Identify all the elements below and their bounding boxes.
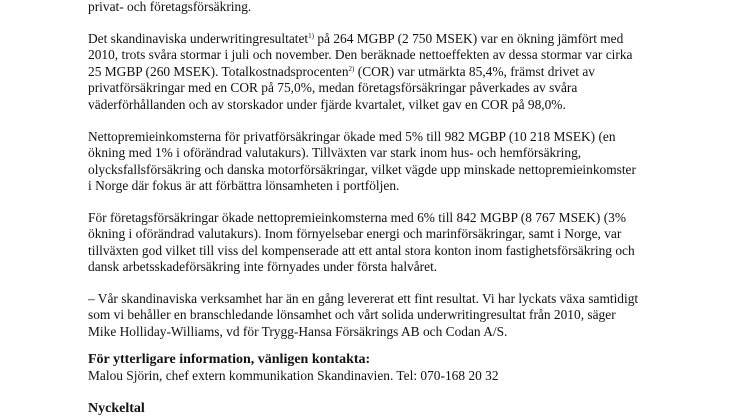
intro-tail-line: privat- och företagsförsäkring. xyxy=(88,0,252,14)
paragraph-line xyxy=(88,31,633,47)
paragraph-line: – Vår skandinaviska verksamhet har än en gång levererat ett fint resultat. Vi har lyckats växa samtidigt xyxy=(88,291,639,306)
text-run: på 264 MGBP (2 750 MSEK) var en ökning jämfört med xyxy=(314,31,624,46)
paragraph-line: ökning i oförändrad valutakurs). Inom förnyelsebar energi och marinförsäkringar, samt i Norge, var xyxy=(88,226,622,242)
text-run: 25 MGBP (260 MSEK). Totalkostnadsprocenten xyxy=(88,63,349,79)
key-figures-section xyxy=(88,401,145,417)
paragraph-underwriting xyxy=(88,31,633,113)
paragraph-private-insurance xyxy=(88,129,636,195)
paragraph-line: Mike Holliday-Williams, vd för Trygg-Hansa Försäkrings AB och Codan A/S. xyxy=(88,323,508,339)
paragraph-line: tillväxten god vilket till viss del kompenserade att ett antal stora konton inom fastighetsförsäkring och xyxy=(88,242,635,258)
paragraph-line: i Norge där fokus är att förbättra lönsamheten i portföljen. xyxy=(88,178,400,194)
contact-heading: För ytterligare information, vänligen kontakta: xyxy=(88,352,371,367)
paragraph-line xyxy=(88,64,633,80)
key-figures-heading: Nyckeltal xyxy=(88,401,145,416)
paragraph-line: 2010, trots svåra stormar i juli och november. Den beräknade nettoeffekten av dessa stormar var cirka xyxy=(88,47,633,63)
paragraph-line: som vi behåller en branschledande lönsamhet och vårt solida underwritingresultat från 2010, säger xyxy=(88,307,616,323)
paragraph-line: väderförhållanden och av storskador under fjärde kvartalet, vilket gav en COR på 98,0%. xyxy=(88,96,566,112)
paragraph-line: ökning med 1% i oförändrad valutakurs). Tillväxten var stark inom hus- och hemförsäkring, xyxy=(88,145,582,161)
footnote-marker: 2) xyxy=(348,64,355,73)
footnote-marker: 1) xyxy=(308,32,314,40)
contact-section xyxy=(88,352,499,385)
contact-line: Malou Sjörin, chef extern kommunikation Skandinavien. Tel: 070-168 20 32 xyxy=(88,368,499,384)
paragraph-quote xyxy=(88,291,638,340)
paragraph-commercial-insurance xyxy=(88,210,635,276)
paragraph-line: Nettopremieinkomsterna för privatförsäkringar ökade med 5% till 982 MGBP (10 218 MSEK) (en xyxy=(88,129,616,144)
paragraph-line: dansk arbetsskadeförsäkring inte förnyades under första halvåret. xyxy=(88,259,438,275)
text-run: (COR) var utmärkta 85,4%, främst drivet av xyxy=(354,63,595,79)
paragraph-line: privatförsäkringar med en COR på 75,0%, medan företagsförsäkringar påverkades av svåra xyxy=(88,80,578,96)
intro-tail xyxy=(88,0,251,15)
paragraph-line: För företagsförsäkringar ökade nettopremieinkomsterna med 6% till 842 MGBP (8 767 MSEK) (3% xyxy=(88,210,626,225)
paragraph-line: olycksfallsförsäkring och danska motorförsäkringar, vilket vägde upp minskade nettopremieinkomster xyxy=(88,161,636,177)
text-run: Det skandinaviska underwritingresultatet xyxy=(88,31,309,46)
